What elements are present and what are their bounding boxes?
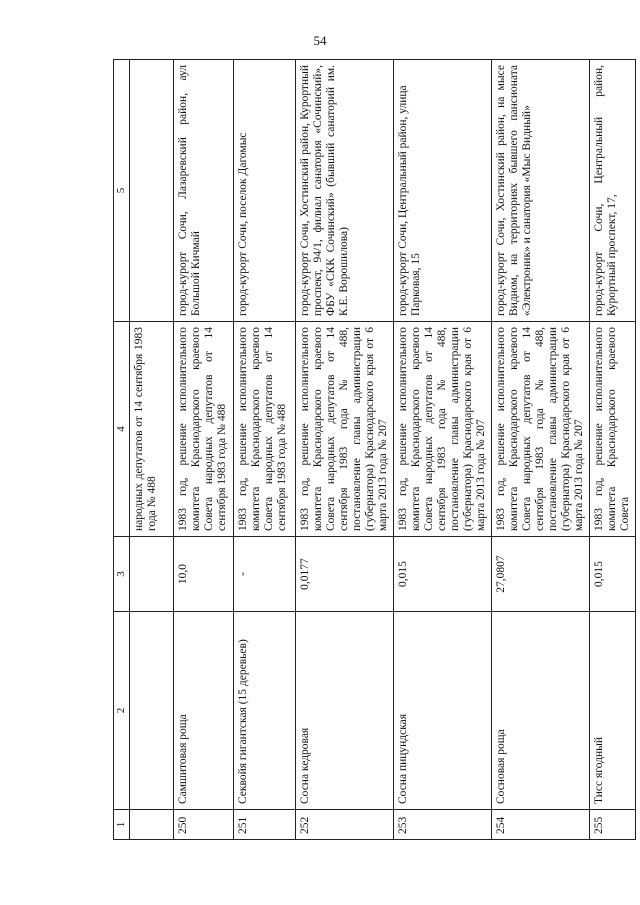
table-row bbox=[174, 60, 234, 840]
row-number bbox=[130, 810, 174, 840]
decision-text: 1983 год, решение исполнительного комитета Краснодарского краевого Совета народных депутатов от 14 сентября 1983 года № 488, постановление главы администрации (губернатора) Краснодарского края от 6 марта 2013 года № 207 bbox=[296, 322, 394, 537]
row-number: 251 bbox=[234, 810, 296, 840]
table-row bbox=[492, 60, 590, 840]
row-number: 253 bbox=[394, 810, 492, 840]
protected-objects-table bbox=[113, 59, 636, 840]
object-name bbox=[130, 612, 174, 810]
area-value: 27,0807 bbox=[492, 537, 590, 612]
object-name: Самшитовая роща bbox=[174, 612, 234, 810]
row-number: 252 bbox=[296, 810, 394, 840]
decision-text: 1983 год, решение исполнительного комитета Краснодарского краевого Совета народных депутатов от 14 сентября 1983 года № 488, постановление главы администрации (губернатора) Краснодарского края от 6 марта 2013 года № 207 bbox=[492, 322, 590, 537]
location-text: город-курорт Сочи, Лазаревский район, аул Большой Кичмай bbox=[174, 60, 234, 322]
decision-text: 1983 год, решение исполнительного комитета Краснодарского краевого Совета народных депутатов от 14 сентября 1983 года № 488, постановление главы администрации (губернатора) Краснодарского края от 6 марта 2013 года № 207 bbox=[394, 322, 492, 537]
decision-text: народных депутатов от 14 сентября 1983 года № 488 bbox=[130, 322, 174, 537]
location-text: город-курорт Сочи, Центральный район, Курортный проспект, 17, bbox=[590, 60, 636, 322]
object-name: Тисс ягодный bbox=[590, 612, 636, 810]
area-value: 0,0177 bbox=[296, 537, 394, 612]
table-row bbox=[234, 60, 296, 840]
area-value: 10,0 bbox=[174, 537, 234, 612]
table-row bbox=[296, 60, 394, 840]
object-name: Сосна кедровая bbox=[296, 612, 394, 810]
object-name: Секвойя гигантская (15 деревьев) bbox=[234, 612, 296, 810]
location-text: город-курорт Сочи, Хостинский район, на мысе Видном, на территориях бывшего пансионата «Электроник» и санатория «Мыс Видный» bbox=[492, 60, 590, 322]
decision-text: 1983 год, решение исполнительного комитета Краснодарского краевого Совета народных депутатов от 14 сентября 1983 года № 488 bbox=[234, 322, 296, 537]
header-cell: 5 bbox=[114, 60, 130, 322]
row-number: 250 bbox=[174, 810, 234, 840]
area-value bbox=[130, 537, 174, 612]
table-row bbox=[590, 60, 636, 840]
area-value: 0,015 bbox=[394, 537, 492, 612]
object-name: Сосна пицундская bbox=[394, 612, 492, 810]
decision-text: 1983 год, решение исполнительного комитета Краснодарского краевого Совета bbox=[590, 322, 636, 537]
table-row bbox=[394, 60, 492, 840]
header-row bbox=[114, 60, 130, 840]
location-text bbox=[130, 60, 174, 322]
location-text: город-курорт Сочи, Хостинский район, Курортный проспект, 94/1, филиал санатория «Сочинский», ФБУ «СКК Сочинский» (бывший санаторий им. К.Е. Ворошилова) bbox=[296, 60, 394, 322]
area-value: - bbox=[234, 537, 296, 612]
location-text: город-курорт Сочи, Центральный район, улица Парковая, 15 bbox=[394, 60, 492, 322]
object-name: Сосновая роща bbox=[492, 612, 590, 810]
page-number: 54 bbox=[313, 33, 327, 48]
header-cell: 4 bbox=[114, 322, 130, 537]
header-cell: 3 bbox=[114, 537, 130, 612]
header-cell: 1 bbox=[114, 810, 130, 840]
header-cell: 2 bbox=[114, 612, 130, 810]
area-value: 0,015 bbox=[590, 537, 636, 612]
decision-text: 1983 год, решение исполнительного комитета Краснодарского краевого Совета народных депутатов от 14 сентября 1983 года № 488 bbox=[174, 322, 234, 537]
table-row bbox=[130, 60, 174, 840]
location-text: город-курорт Сочи, поселок Дагомыс bbox=[234, 60, 296, 322]
row-number: 254 bbox=[492, 810, 590, 840]
row-number: 255 bbox=[590, 810, 636, 840]
rotated-table-wrapper bbox=[113, 60, 631, 840]
